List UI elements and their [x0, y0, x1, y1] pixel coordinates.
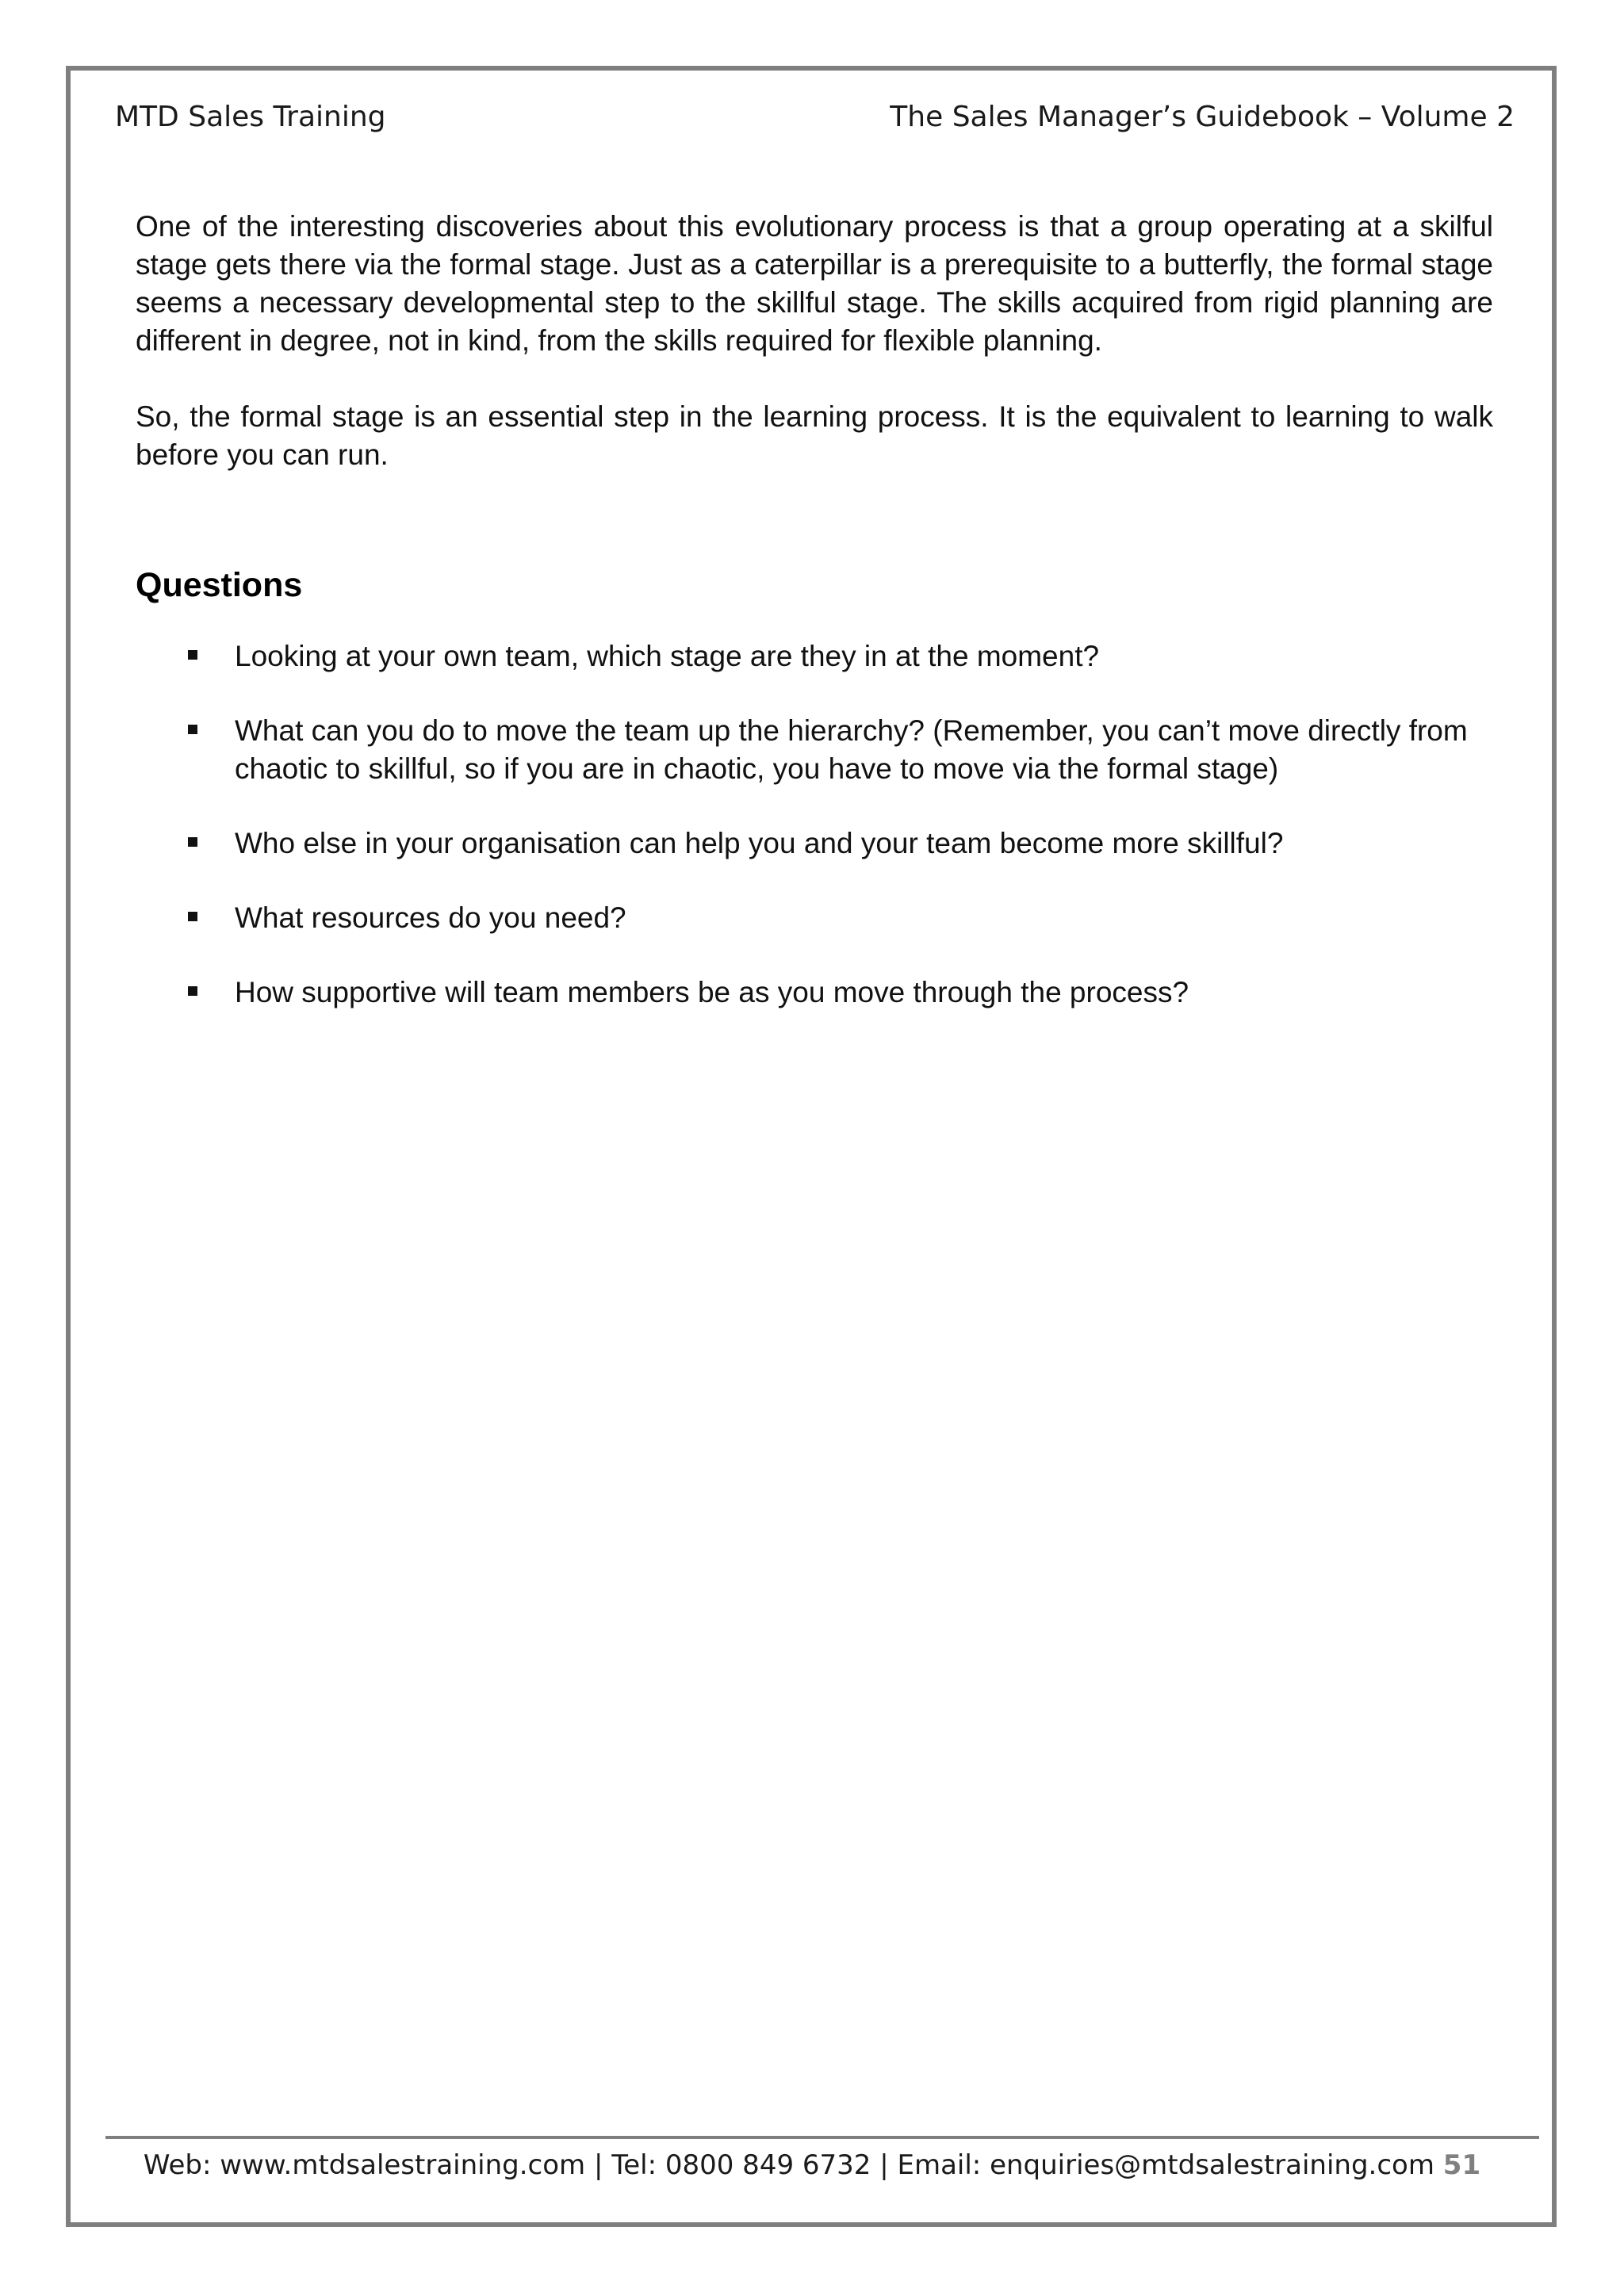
question-text: Who else in your organisation can help you and your team become more skillful? — [235, 827, 1284, 859]
header-book-title: The Sales Manager’s Guidebook – Volume 2 — [890, 101, 1515, 133]
body-paragraph-2: So, the formal stage is an essential step in the learning process. It is the equivalent to learning to walk before you can run. — [136, 400, 1493, 471]
square-bullet-icon — [188, 650, 197, 660]
square-bullet-icon — [188, 725, 197, 734]
page-content — [136, 208, 1493, 1012]
square-bullet-icon — [188, 986, 197, 996]
page-number: 51 — [1442, 2149, 1481, 2181]
list-item — [136, 637, 1493, 675]
question-text: What resources do you need? — [235, 901, 626, 934]
header-publisher: MTD Sales Training — [115, 101, 386, 133]
questions-heading: Questions — [136, 566, 303, 604]
square-bullet-icon — [188, 837, 197, 847]
list-item — [136, 825, 1493, 863]
question-text: How supportive will team members be as you move through the process? — [235, 976, 1189, 1008]
question-text: What can you do to move the team up the hierarchy? (Remember, you can’t move directly from chaotic to skillful, so if you are in chaotic, you have to move via the formal stage) — [235, 714, 1468, 785]
list-item — [136, 974, 1493, 1012]
question-text: Looking at your own team, which stage are they in at the moment? — [235, 640, 1100, 672]
list-item — [136, 712, 1493, 788]
footer-divider — [105, 2136, 1539, 2139]
footer-contact: Web: www.mtdsalestraining.com | Tel: 0800 849 6732 | Email: enquiries@mtdsalestraining.com — [143, 2149, 1434, 2181]
list-item — [136, 899, 1493, 937]
questions-list — [136, 637, 1493, 1012]
square-bullet-icon — [188, 912, 197, 921]
footer — [0, 2148, 1624, 2183]
body-paragraph-1: One of the interesting discoveries about this evolutionary process is that a group operating at a skilful stage gets there via the formal stage. Just as a caterpillar is a prerequisite to a butterfly, the formal stage seems a necessary developmental step to the skillful stage. The skills acquired from rigid planning are different in degree, not in kind, from the skills required for flexible planning. — [136, 210, 1493, 357]
